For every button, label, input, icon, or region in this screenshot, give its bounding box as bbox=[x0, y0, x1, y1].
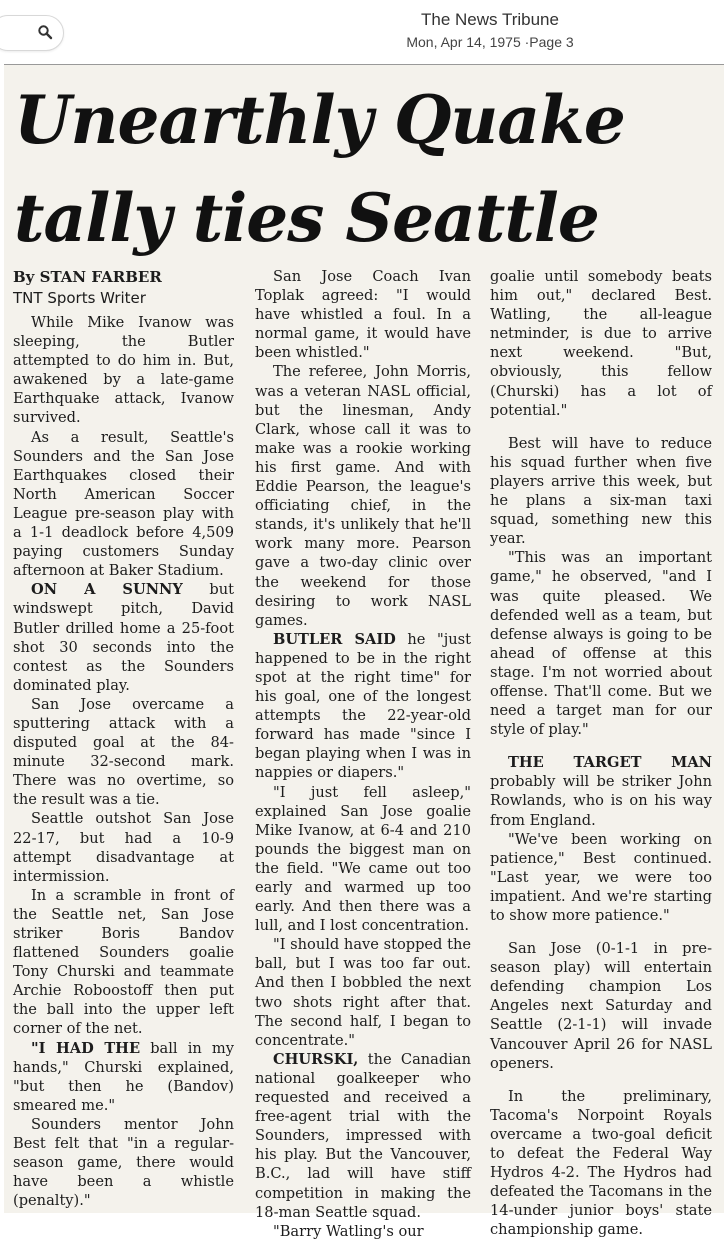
article-paragraph bbox=[490, 267, 712, 420]
paragraph-text: probably will be striker John Rowlands, who is on his way from England. bbox=[490, 773, 712, 829]
headline-line-1: Unearthly Quake bbox=[14, 81, 625, 159]
viewer-toolbar bbox=[0, 0, 728, 64]
byline: By STAN FARBER bbox=[13, 268, 162, 286]
paragraph-text: "We've been working on patience," Best continued. "Last year, we were too impatient. And we're starting to show more patience." bbox=[490, 830, 712, 924]
paragraph-text: San Jose (0-1-1 in pre-season play) will entertain defending champion Los Angeles next Saturday and Seattle (2-1-1) will invade Vancouver April 26 for NASL openers. bbox=[490, 940, 712, 1072]
article-paragraph bbox=[255, 1050, 471, 1222]
article-paragraph bbox=[13, 809, 234, 885]
paragraph-text: goalie until somebody beats him out," declared Best. Watling, the all-league netminder, is due to arrive next weekend. "But, obviously, this fellow (Churski) has a lot of potential." bbox=[490, 268, 712, 419]
article-paragraph bbox=[255, 783, 471, 936]
paragraph-text: As a result, Seattle's Sounders and the San Jose Earthquakes closed their North American Soccer League pre-season play with a 1-1 deadlock before 4,509 paying customers Sunday afternoon at Baker Stadium. bbox=[13, 428, 234, 580]
paragraph-text: Best will have to reduce his squad further when five players arrive this week, but he plans a six-man taxi squad, something new this year. bbox=[490, 434, 712, 548]
byline-title: TNT Sports Writer bbox=[13, 289, 146, 307]
article-column-2 bbox=[255, 267, 471, 1241]
paragraph-text: San Jose Coach Ivan Toplak agreed: "I would have whistled a foul. In a normal game, it would have been whistled." bbox=[255, 268, 471, 362]
paragraph-lead-in: ON A SUNNY bbox=[31, 581, 183, 599]
paragraph-text: the Canadian national goalkeeper who requested and received a free-agent trial with the Sounders, impressed with his play. But the Vancouver, B.C., lad will have stiff competition in making the 18-man Seattle squad. bbox=[255, 1050, 471, 1221]
headline-line-2: tally ties Seattle bbox=[14, 179, 599, 257]
article-paragraph bbox=[13, 1115, 234, 1210]
article-paragraph bbox=[490, 753, 712, 829]
article-paragraph bbox=[490, 548, 712, 739]
paragraph-text: "Barry Watling's our bbox=[273, 1222, 424, 1240]
newspaper-title: The News Tribune bbox=[421, 10, 559, 29]
article-paragraph bbox=[13, 580, 234, 695]
search-button[interactable] bbox=[0, 15, 64, 51]
paragraph-text: ball in my hands," Churski explained, "but then he (Bandov) smeared me." bbox=[13, 1039, 234, 1114]
paragraph-text: Seattle outshot San Jose 22-17, but had a 10-9 attempt disadvantage at intermission. bbox=[13, 810, 234, 885]
paragraph-text: In a scramble in front of the Seattle net, San Jose striker Boris Bandov flattened Sounders goalie Tony Churski and teammate Archie Roboostoff then put the ball into the upper left corner of the net. bbox=[13, 886, 234, 1038]
article-paragraph bbox=[490, 1087, 712, 1240]
paragraph-text: The referee, John Morris, was a veteran NASL official, but the linesman, Andy Clark, whose call it was to make was a rookie working his first game. And with Eddie Pearson, the league's officiating chief, in the stands, it's unlikely that he'll work many more. Pearson gave a two-day clinic over the weekend for those desiring to work NASL games. bbox=[255, 363, 471, 629]
article-paragraph bbox=[490, 434, 712, 549]
article-paragraph bbox=[255, 362, 471, 629]
article-headline bbox=[14, 71, 714, 267]
article-paragraph bbox=[13, 428, 234, 581]
paragraph-lead-in: CHURSKI, bbox=[273, 1050, 359, 1068]
article-paragraph bbox=[13, 886, 234, 1039]
paragraph-lead-in: THE TARGET MAN bbox=[508, 754, 712, 772]
article-paragraph bbox=[255, 935, 471, 1050]
paragraph-lead-in: "I HAD THE bbox=[31, 1039, 141, 1057]
paragraph-text: "I just fell asleep," explained San Jose goalie Mike Ivanow, at 6-4 and 210 pounds the biggest man on the field. "We came out too early and warmed up too early. And then there was a lull, and I lost concentration. bbox=[255, 783, 471, 935]
paragraph-text: he "just happened to be in the right spot at the right time" for his goal, one of the longest attempts the 22-year-old forward has made "since I began playing when I was in nappies or diapers." bbox=[255, 630, 472, 782]
article-paragraph bbox=[13, 695, 234, 810]
paragraph-text: "This was an important game," he observed, "and I was quite pleased. We defended well as a team, but defense always is going to be ahead of offense at this stage. I'm not worried about offense. That'll come. But we need a target man for our style of play." bbox=[490, 549, 712, 739]
article-paragraph bbox=[13, 1039, 234, 1115]
paragraph-text: "I should have stopped the ball, but I was too far out. And then I bobbled the next two shots right after that. The second half, I began to concentrate." bbox=[255, 936, 471, 1049]
article-paragraph bbox=[255, 1222, 471, 1241]
paragraph-text: Sounders mentor John Best felt that "in a regular-season game, there would have been a whistle (penalty)." bbox=[13, 1115, 234, 1210]
paragraph-text: While Mike Ivanow was sleeping, the Butler attempted to do him in. But, awakened by a late-game Earthquake attack, Ivanow survived. bbox=[13, 314, 234, 427]
issue-date-page: Mon, Apr 14, 1975 ·Page 3 bbox=[406, 34, 574, 50]
paragraph-text: In the preliminary, Tacoma's Norpoint Royals overcame a two-goal deficit to defeat the Federal Way Hydros 4-2. The Hydros had defeated the Tacomans in the 14-under junior boys' state championship game. bbox=[490, 1087, 712, 1239]
newspaper-clipping bbox=[4, 64, 724, 1240]
article-paragraph bbox=[255, 630, 471, 783]
article-column-3 bbox=[490, 267, 712, 1240]
search-icon bbox=[37, 24, 53, 40]
article-paragraph bbox=[13, 313, 234, 428]
article-column-1 bbox=[13, 267, 234, 1210]
paragraph-text: San Jose overcame a sputtering attack with a disputed goal at the 84-minute 32-second mark. There was no overtime, so the result was a tie. bbox=[13, 695, 234, 809]
article-paragraph bbox=[490, 939, 712, 1073]
article-paragraph bbox=[255, 267, 471, 362]
article-paragraph bbox=[490, 830, 712, 925]
paragraph-text: but windswept pitch, David Butler drilled home a 25-foot shot 30 seconds into the contest as the Sounders dominated play. bbox=[13, 581, 234, 694]
paragraph-lead-in: BUTLER SAID bbox=[273, 630, 396, 648]
